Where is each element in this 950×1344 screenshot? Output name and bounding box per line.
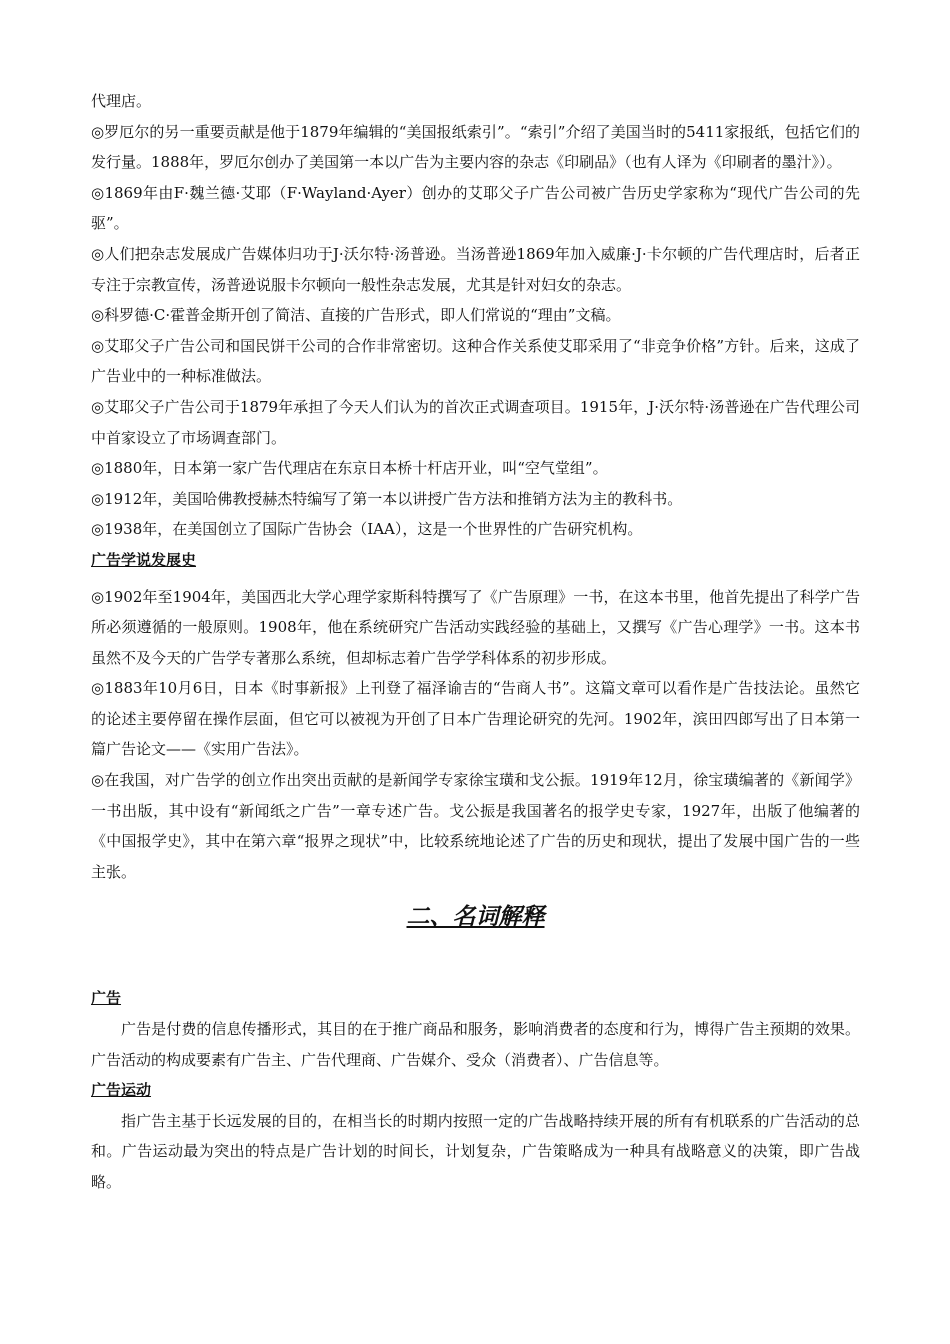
theory-section <box>91 545 860 888</box>
definition-item <box>91 983 860 1075</box>
history-paragraph: ◎1869年由F·魏兰德·艾耶（F·Wayland·Ayer）创办的艾耶父子广告公司被广告历史学家称为“现代广告公司的先驱”。 <box>91 183 860 233</box>
history-paragraph: ◎科罗德·C·霍普金斯开创了简洁、直接的广告形式，即人们常说的“理由”文稿。 <box>91 306 621 325</box>
history-paragraph: ◎1912年，美国哈佛教授赫杰特编写了第一本以讲授广告方法和推销方法为主的教科书。 <box>91 489 683 508</box>
theory-paragraph: ◎1902年至1904年，美国西北大学心理学家斯科特撰写了《广告原理》一书，在这本书里，他首先提出了科学广告所必须遵循的一般原则。1908年，他在系统研究广告活动实践经验的基础上，又撰写《广告心理学》一书。这本书虽然不及今天的广告学专著那么系统，但却标志着广告学学科体系的初步形成。 <box>91 587 860 667</box>
history-paragraph: ◎罗厄尔的另一重要贡献是他于1879年编辑的“美国报纸索引”。“索引”介绍了美国当时的5411家报纸，包括它们的发行量。1888年，罗厄尔创办了美国第一本以广告为主要内容的杂志《印刷品》（也有人译为《印刷者的墨汁》）。 <box>91 122 860 172</box>
section-heading-theory: 广告学说发展史 <box>91 550 197 569</box>
history-section <box>91 86 860 545</box>
definitions-section <box>91 983 860 1197</box>
history-paragraph: ◎艾耶父子广告公司于1879年承担了今天人们认为的首次正式调查项目。1915年，J·沃尔特·汤普逊在广告代理公司中首家设立了市场调查部门。 <box>91 397 860 447</box>
definition-text: 指广告主基于长远发展的目的，在相当长的时期内按照一定的广告战略持续开展的所有有机联系的广告活动的总和。广告运动最为突出的特点是广告计划的时间长，计划复杂，广告策略成为一种具有战略意义的决策，即广告战略。 <box>91 1111 860 1191</box>
history-paragraph: ◎人们把杂志发展成广告媒体归功于J·沃尔特·汤普逊。当汤普逊1869年加入威廉·J·卡尔顿的广告代理店时，后者正专注于宗教宣传，汤普逊说服卡尔顿向一般性杂志发展，尤其是针对妇女的杂志。 <box>91 244 860 294</box>
definition-term: 广告运动 <box>91 1081 152 1100</box>
history-paragraph: 代理店。 <box>91 92 152 110</box>
history-paragraph: ◎1880年，日本第一家广告代理店在东京日本桥十杆店开业，叫“空气堂组”。 <box>91 459 608 478</box>
history-paragraph: ◎1938年，在美国创立了国际广告协会（IAA），这是一个世界性的广告研究机构。 <box>91 520 643 539</box>
chapter-title: 二、名词解释 <box>406 904 545 931</box>
definition-term: 广告 <box>91 989 122 1008</box>
theory-paragraph: ◎在我国，对广告学的创立作出突出贡献的是新闻学专家徐宝璜和戈公振。1919年12月，徐宝璜编著的《新闻学》一书出版，其中设有“新闻纸之广告”一章专述广告。戈公振是我国著名的报学史专家，1927年，出版了他编著的《中国报学史》，其中在第六章“报界之现状”中，比较系统地论述了广告的历史和现状，提出了发展中国广告的一些主张。 <box>91 771 860 881</box>
theory-paragraph: ◎1883年10月6日，日本《时事新报》上刊登了福泽谕吉的“告商人书”。这篇文章可以看作是广告技法论。虽然它的论述主要停留在操作层面，但它可以被视为开创了日本广告理论研究的先河。1902年，滨田四郎写出了日本第一篇广告论文——《实用广告法》。 <box>91 679 860 759</box>
history-paragraph: ◎艾耶父子广告公司和国民饼干公司的合作非常密切。这种合作关系使艾耶采用了“非竞争价格”方针。后来，这成了广告业中的一种标准做法。 <box>91 336 860 386</box>
definition-text: 广告是付费的信息传播形式，其目的在于推广商品和服务，影响消费者的态度和行为，博得广告主预期的效果。广告活动的构成要素有广告主、广告代理商、广告媒介、受众（消费者）、广告信息等。 <box>91 1020 860 1069</box>
definition-item <box>91 1075 860 1197</box>
